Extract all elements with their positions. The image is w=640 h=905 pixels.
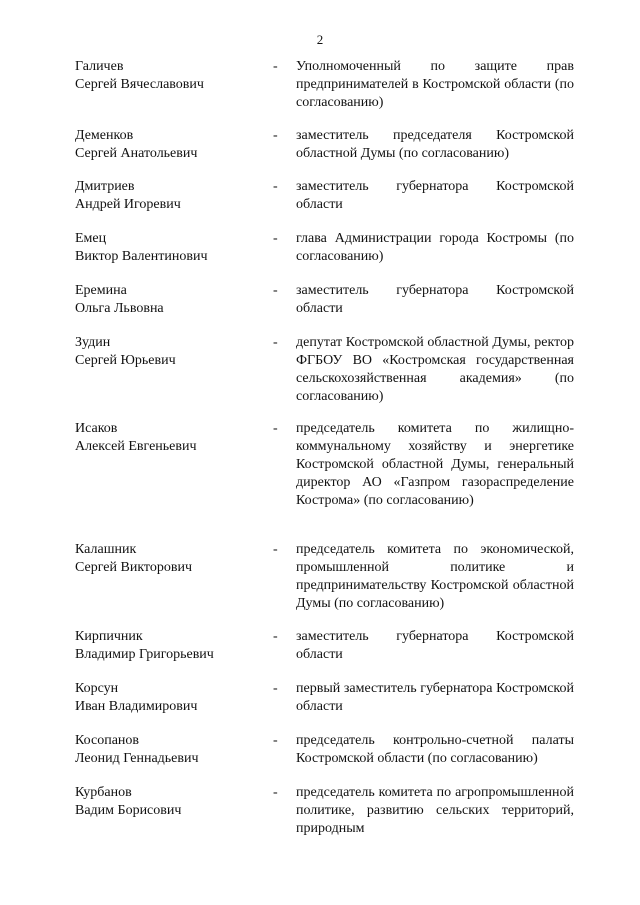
member-given-names: Леонид Геннадьевич [75,751,199,766]
member-role: председатель комитета по жилищно-коммунальному хозяйству и энергетике Костромской областной Думы, генеральный директор АО «Газпром газораспределение Кострома» (по согласованию) [296,421,574,508]
dash-separator: - [273,179,278,194]
member-name [75,282,265,318]
member-surname: Калашник [75,542,137,557]
dash-separator: - [273,231,278,246]
member-name [75,178,265,214]
member-given-names: Сергей Анатольевич [75,146,198,161]
member-given-names: Алексей Евгеньевич [75,439,197,454]
member-role: заместитель губернатора Костромской области [296,629,574,662]
dash-separator: - [273,128,278,143]
member-role: председатель комитета по экономической, промышленной политике и предпринимательству Костромской областной Думы (по согласованию) [296,542,574,611]
member-role: заместитель губернатора Костромской области [296,283,574,316]
member-role: председатель контрольно-счетной палаты Костромской области (по согласованию) [296,733,574,766]
member-surname: Еремина [75,283,127,298]
member-name [75,230,265,266]
member-given-names: Сергей Викторович [75,560,193,575]
member-name [75,628,265,664]
member-name [75,420,265,456]
member-surname: Исаков [75,421,118,436]
member-surname: Галичев [75,59,124,74]
member-name [75,732,265,768]
member-given-names: Андрей Игоревич [75,197,181,212]
dash-separator: - [273,681,278,696]
member-surname: Косопанов [75,733,140,748]
member-name [75,334,265,370]
member-name [75,784,265,820]
member-surname: Курбанов [75,785,132,800]
member-role: первый заместитель губернатора Костромской области [296,681,574,714]
dash-separator: - [273,785,278,800]
member-given-names: Сергей Вячеславович [75,77,204,92]
member-given-names: Сергей Юрьевич [75,353,176,368]
member-role: заместитель председателя Костромской областной Думы (по согласованию) [296,128,574,161]
member-name [75,680,265,716]
member-role: председатель комитета по агропромышленной политике, развитию сельских территорий, природным [296,785,574,836]
dash-separator: - [273,335,278,350]
member-given-names: Владимир Григорьевич [75,647,214,662]
member-surname: Деменков [75,128,134,143]
member-given-names: Иван Владимирович [75,699,198,714]
member-given-names: Виктор Валентинович [75,249,208,264]
dash-separator: - [273,733,278,748]
dash-separator: - [273,421,278,436]
member-surname: Дмитриев [75,179,135,194]
member-surname: Зудин [75,335,111,350]
page-number: 2 [316,32,324,47]
member-given-names: Вадим Борисович [75,803,182,818]
member-role: Уполномоченный по защите прав предпринимателей в Костромской области (по согласованию) [296,59,574,110]
dash-separator: - [273,629,278,644]
member-surname: Емец [75,231,107,246]
member-role: заместитель губернатора Костромской области [296,179,574,212]
member-role: депутат Костромской областной Думы, ректор ФГБОУ ВО «Костромская государственная сельскохозяйственная академия» (по согласованию) [296,335,574,404]
dash-separator: - [273,542,278,557]
dash-separator: - [273,59,278,74]
member-surname: Корсун [75,681,119,696]
member-name [75,541,265,577]
member-role: глава Администрации города Костромы (по согласованию) [296,231,574,264]
member-surname: Кирпичник [75,629,143,644]
dash-separator: - [273,283,278,298]
member-name [75,127,265,163]
member-given-names: Ольга Львовна [75,301,164,316]
member-name [75,58,265,94]
